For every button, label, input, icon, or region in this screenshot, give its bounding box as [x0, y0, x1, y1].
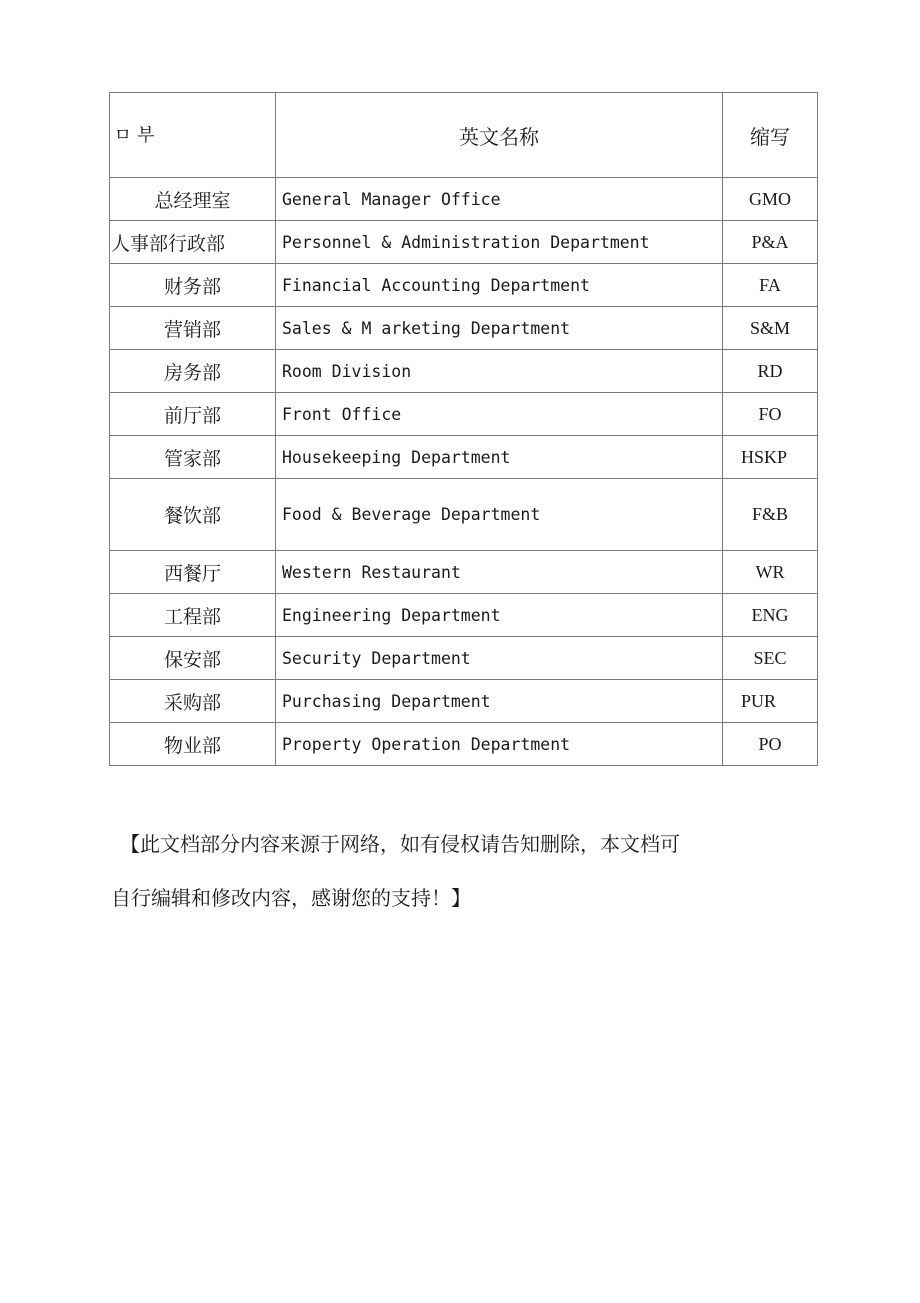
department-chinese-name: 总经理室: [110, 178, 276, 221]
header-english-name: 英文名称: [276, 93, 723, 178]
department-english-name: Sales & M arketing Department: [276, 307, 723, 350]
department-abbreviation: P&A: [723, 221, 818, 264]
department-english-name: Food & Beverage Department: [276, 479, 723, 551]
department-chinese-name: 餐饮部: [110, 479, 276, 551]
department-abbreviation: WR: [723, 551, 818, 594]
department-english-name: Security Department: [276, 637, 723, 680]
table-row: [110, 551, 818, 594]
department-chinese-name: 工程部: [110, 594, 276, 637]
department-chinese-name: 财务部: [110, 264, 276, 307]
department-abbreviation: PO: [723, 723, 818, 766]
department-chinese-name: 房务部: [110, 350, 276, 393]
department-chinese-name: 前厅部: [110, 393, 276, 436]
table-row: [110, 594, 818, 637]
table-row: [110, 393, 818, 436]
table-header-row: [110, 93, 818, 178]
department-chinese-name: 采购部: [110, 680, 276, 723]
department-english-name: Housekeeping Department: [276, 436, 723, 479]
department-english-name: Personnel & Administration Department: [276, 221, 723, 264]
department-abbreviation: S&M: [723, 307, 818, 350]
department-abbreviation: PUR: [723, 680, 818, 723]
department-abbreviation: FA: [723, 264, 818, 307]
department-english-name: General Manager Office: [276, 178, 723, 221]
department-abbreviation: FO: [723, 393, 818, 436]
department-chinese-name: 营销部: [110, 307, 276, 350]
table-row: [110, 307, 818, 350]
department-english-name: Western Restaurant: [276, 551, 723, 594]
copyright-notice-line-1: 【此文档部分内容来源于网络，如有侵权请告知删除，本文档可: [120, 832, 680, 856]
table-row: [110, 680, 818, 723]
department-chinese-name: 保安部: [110, 637, 276, 680]
department-abbreviation: HSKP: [723, 436, 818, 479]
table-row: [110, 350, 818, 393]
table-row: [110, 221, 818, 264]
department-english-name: Financial Accounting Department: [276, 264, 723, 307]
copyright-notice-line-2: 自行编辑和修改内容，感谢您的支持！】: [111, 886, 471, 910]
table-row: [110, 637, 818, 680]
department-abbreviation: ENG: [723, 594, 818, 637]
table-row: [110, 723, 818, 766]
department-abbreviation: F&B: [723, 479, 818, 551]
table-row: [110, 479, 818, 551]
department-chinese-name: 人事部行政部: [110, 221, 276, 264]
table-row: [110, 178, 818, 221]
department-chinese-name: 管家部: [110, 436, 276, 479]
department-english-name: Room Division: [276, 350, 723, 393]
department-abbreviation: RD: [723, 350, 818, 393]
department-english-name: Front Office: [276, 393, 723, 436]
table-row: [110, 264, 818, 307]
department-chinese-name: 西餐厅: [110, 551, 276, 594]
header-abbreviation: 缩写: [723, 93, 818, 178]
department-english-name: Property Operation Department: [276, 723, 723, 766]
department-english-name: Engineering Department: [276, 594, 723, 637]
header-chinese-name: ㅁ 부: [110, 93, 276, 178]
table-row: [110, 436, 818, 479]
department-abbreviation-table: [109, 92, 818, 766]
department-abbreviation: GMO: [723, 178, 818, 221]
department-abbreviation: SEC: [723, 637, 818, 680]
department-english-name: Purchasing Department: [276, 680, 723, 723]
department-chinese-name: 物业部: [110, 723, 276, 766]
